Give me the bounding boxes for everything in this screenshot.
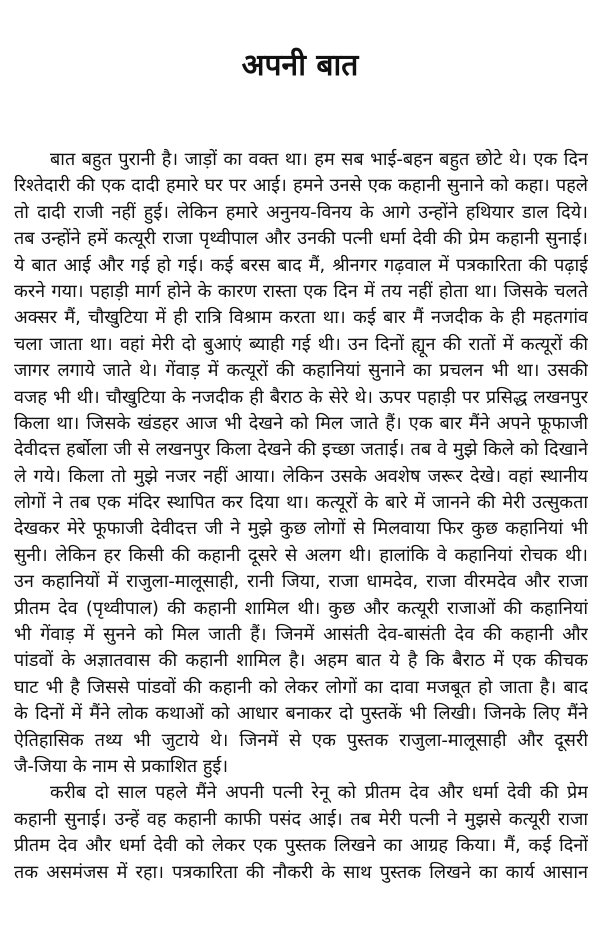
text-line: करने गया। पहाड़ी मार्ग होने के कारण रास्ता एक दिन में तय नहीं होता था। जिसके चलते bbox=[14, 280, 588, 302]
text-line: वजह भी थी। चौखुटिया के नजदीक ही बैराठ के सेरे थे। ऊपर पहाड़ी पर प्रसिद्ध लखनपुर bbox=[14, 386, 588, 408]
text-line: प्रीतम देव (पृथ्वीपाल) की कहानी शामिल थी। कुछ और कत्यूरी राजाओं की कहानियां bbox=[14, 597, 588, 619]
text-line: ले गये। किला तो मुझे नजर नहीं आया। लेकिन उसके अवशेष जरूर देखे। वहां स्थानीय bbox=[14, 465, 588, 487]
text-line: भी गेंवाड़ में सुनने को मिल जाती हैं। जिनमें आसंती देव-बासंती देव की कहानी और bbox=[14, 624, 588, 646]
text-line: ये बात आई और गई हो गई। कई बरस बाद मैं, श्रीनगर गढ़वाल में पत्रकारिता की पढ़ाई bbox=[14, 254, 588, 276]
text-line: जागर लगाये जाते थे। गेंवाड़ में कत्यूरों की कहानियां सुनाने का प्रचलन भी था। उसकी bbox=[14, 360, 588, 382]
text-line: अक्सर मैं, चौखुटिया में ही रात्रि विश्राम करता था। कई बार मैं नजदीक के ही महतगांव bbox=[14, 307, 588, 329]
text-line: प्रीतम देव और धर्मा देवी को लेकर एक पुस्तक लिखने का आग्रह किया। मैं, कई दिनों bbox=[14, 835, 588, 857]
text-line: तो दादी राजी नहीं हुई। लेकिन हमारे अनुनय-विनय के आगे उन्होंने हथियार डाल दिये। bbox=[14, 201, 588, 223]
text-line: घाट भी है जिससे पांडवों की कहानी को लेकर लोगों का दावा मजबूत हो जाता है। बाद bbox=[14, 676, 588, 698]
text-line: कहानी सुनाई। उन्हें वह कहानी काफी पसंद आई। तब मेरी पत्नी ने मुझसे कत्यूरी राजा bbox=[14, 808, 588, 830]
text-line: उन कहानियों में राजुला-मालूसाही, रानी जिया, राजा धामदेव, राजा वीरमदेव और राजा bbox=[14, 571, 588, 593]
text-line: सुनी। लेकिन हर किसी की कहानी दूसरे से अलग थी। हालांकि वे कहानियां रोचक थी। bbox=[14, 544, 588, 566]
text-line: चला जाता था। वहां मेरी दो बुआएं ब्याही गई थी। उन दिनों ह्यून की रातों में कत्यूरों की bbox=[14, 333, 588, 355]
text-line: पांडवों के अज्ञातवास की कहानी शामिल है। अहम बात ये है कि बैराठ में एक कीचक bbox=[14, 650, 588, 672]
text-line: देखकर मेरे फूफाजी देवीदत्त जी ने मुझे कुछ लोगों से मिलवाया फिर कुछ कहानियां भी bbox=[14, 518, 588, 540]
text-line: लोगों ने तब एक मंदिर स्थापित कर दिया था। कत्यूरों के बारे में जानने की मेरी उत्सुकता bbox=[14, 492, 588, 514]
text-line: किला था। जिसके खंडहर आज भी देखने को मिल जाते हैं। एक बार मैंने अपने फूफाजी bbox=[14, 412, 588, 434]
text-line: तब उन्होंने हमें कत्यूरी राजा पृथ्वीपाल और उनकी पत्नी धर्मा देवी की प्रेम कहानी सुनाई। bbox=[14, 228, 588, 250]
text-line: तक असमंजस में रहा। पत्रकारिता की नौकरी के साथ पुस्तक लिखने का कार्य आसान bbox=[14, 861, 588, 883]
text-line: करीब दो साल पहले मैंने अपनी पत्नी रेनू को प्रीतम देव और धर्मा देवी की प्रेम bbox=[50, 782, 588, 804]
text-line: रिश्तेदारी की एक दादी हमारे घर पर आई। हमने उनसे एक कहानी सुनाने को कहा। पहले bbox=[14, 175, 588, 197]
text-line: ऐतिहासिक तथ्य भी जुटाये थे। जिनमें से एक पुस्तक राजुला-मालूसाही और दूसरी bbox=[14, 729, 588, 751]
text-line: जै-जिया के नाम से प्रकाशित हुई। bbox=[14, 755, 229, 777]
page-title: अपनी बात bbox=[241, 48, 359, 83]
body-text bbox=[14, 147, 588, 886]
text-line: बात बहुत पुरानी है। जाड़ों का वक्त था। हम सब भाई-बहन बहुत छोटे थे। एक दिन bbox=[50, 149, 588, 170]
text-line: देवीदत्त हर्बोला जी से लखनपुर किला देखने की इच्छा जताई। तब वे मुझे किले को दिखाने bbox=[14, 439, 588, 461]
text-line: के दिनों में मैंने लोक कथाओं को आधार बनाकर दो पुस्तकें भी लिखी। जिनके लिए मैंने bbox=[14, 703, 588, 725]
